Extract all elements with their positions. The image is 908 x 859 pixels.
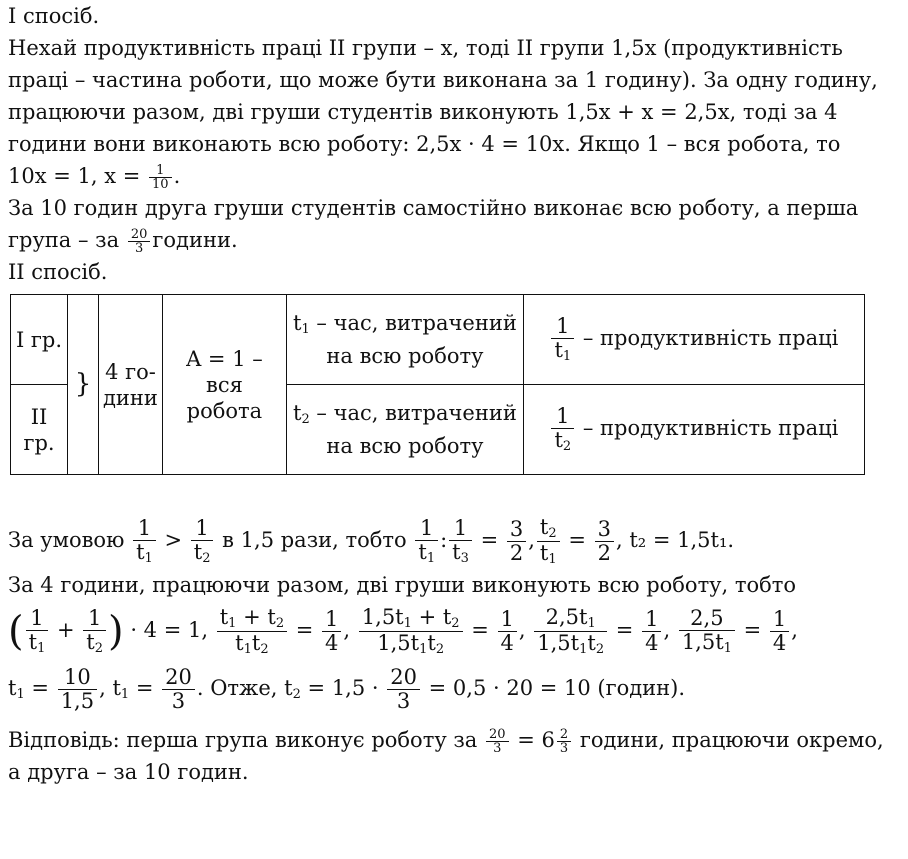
t1-cell: $t_1$ – час, витрачений на всю роботу [286,295,523,385]
time-cell: 4 го- дини [99,295,163,475]
group-2-cell: ІІ гр. [11,385,68,475]
group-1-cell: І гр. [11,295,68,385]
work-cell: A = 1 – вся робота [162,295,286,475]
answer-line: а друга – за 10 годин. [8,760,249,784]
paragraph-line: працюючи разом, дві груши студентів виконують 1,5x + x = 2,5x, тоді за 4 [8,100,838,124]
equation-line: 10x = 1, x = $\frac{1}{10}$ . [8,163,181,192]
t2-cell: $t_2$ – час, витрачений на всю роботу [286,385,523,475]
fraction: $\frac{20}{3}$ [128,228,151,255]
heading-method-2: ІІ спосіб. [8,260,108,284]
answer-line: Відповідь: перша група виконує роботу за $\frac{20}{3}$ = 6 $\frac{2}{3}$ години, працюючи окремо, [8,727,884,756]
brace-cell: } [68,295,99,475]
heading-method-1: І спосіб. [8,4,100,28]
solution-table [10,294,865,475]
productivity-2-cell: $\frac{1}{t_2}$ – продуктивність праці [523,385,864,475]
paragraph-line: За 4 години, працюючи разом, дві груши виконують всю роботу, тобто [8,573,797,597]
condition-line: За умовою $\frac{1}{t_1}$ > $\frac{1}{t_2}$ в 1,5 рази, тобто $\frac{1}{t_1}$ : $\frac{1}{t_3}$ = $\frac{3}{2}$ , $\frac{t_2}{t_1}$ = $\frac{3}{2}$ , t₂ = 1,5t₁. [8,515,735,567]
productivity-1-cell: $\frac{1}{t_1}$ – продуктивність праці [523,295,864,385]
paragraph-line: години вони виконають всю роботу: 2,5x · 4 = 10x. Якщо 1 – вся робота, то [8,132,841,156]
paragraph-line: Нехай продуктивність праці ІІ групи – x, тоді ІІ групи 1,5x (продуктивність [8,36,843,60]
document [8,0,903,788]
equation-line: $t_1$ = $\frac{10}{1,5}$ , $t_1$ = $\frac{20}{3}$ . Отже, $t_2 = 1,5$ · $\frac{20}{3}$ = 0,5 · 20 = 10 (годин). [8,665,686,713]
fraction: $\frac{1}{10}$ [149,164,172,191]
paragraph-line: За 10 годин друга груши студентів самостійно виконає всю роботу, а перша [8,196,859,220]
paragraph-line: праці – частина роботи, що може бути виконана за 1 годину). За одну годину, [8,68,878,92]
paragraph-line: група – за $\frac{20}{3}$ години. [8,227,238,256]
equation-line: ( $\frac{1}{t_1}$ + $\frac{1}{t_2}$ ) · 4 = 1, $\frac{t_1 + t_2}{t_1t_2}$ = $\frac{1}{4}$ , $\frac{1,5t_1 + t_2}{1,5t_1t_2}$ = $\frac{1}{4}$ , $\frac{2,5t_1}{1,5t_1t_2}$ = $\frac{1}{4}$ , $\frac{2,5}{1,5t_1}$ = $\frac{1}{4}$ , [8,605,798,657]
